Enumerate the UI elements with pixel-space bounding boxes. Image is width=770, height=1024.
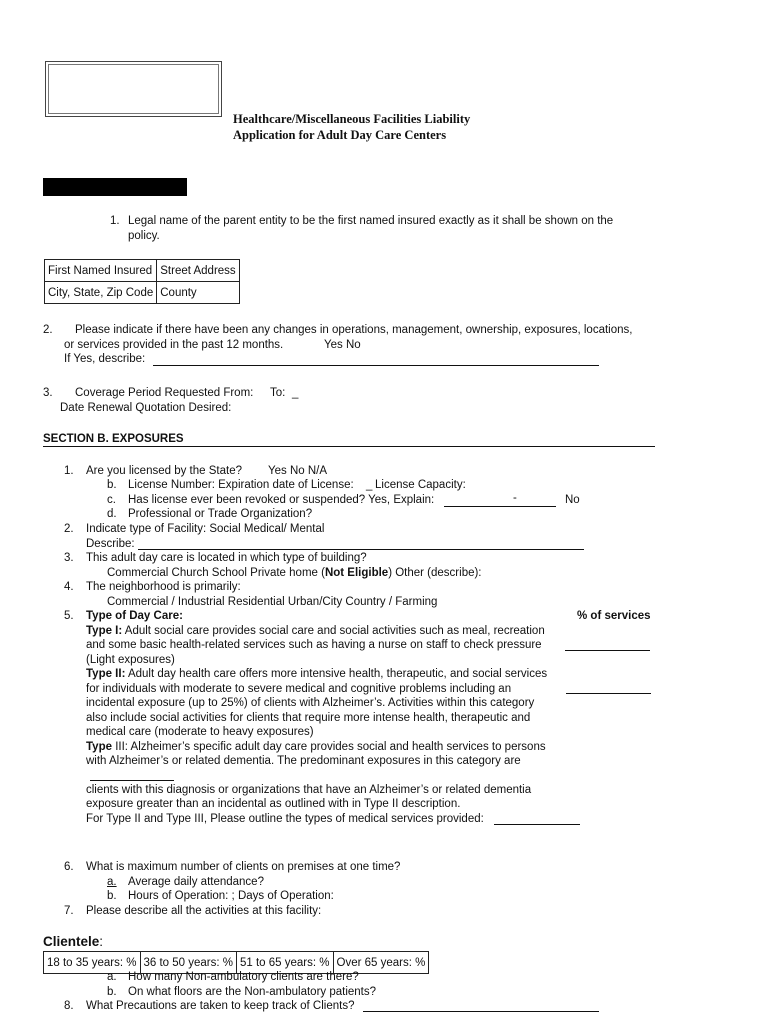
- b-q7b-text: On what floors are the Non-ambulatory patients?: [128, 986, 377, 998]
- type2-line4: also include social activities for clients that require more intense health, therapeutic and: [86, 712, 531, 724]
- age-over-65-field[interactable]: Over 65 years: %: [333, 952, 429, 974]
- county-field[interactable]: County: [157, 282, 239, 304]
- age-51-65-field[interactable]: 51 to 65 years: %: [237, 952, 334, 974]
- q3-to-blank[interactable]: _: [292, 387, 299, 399]
- b-q7-number: 7.: [64, 905, 74, 917]
- b-q7-text: Please describe all the activities at this facility:: [86, 905, 322, 917]
- b-q3-options[interactable]: Commercial Church School Private home (Not Eligible) Other (describe):: [107, 567, 482, 579]
- city-state-zip-field[interactable]: City, State, Zip Code: [45, 282, 157, 304]
- b-q8-answer-line[interactable]: [363, 1011, 599, 1012]
- b-q7a-letter: a.: [107, 971, 117, 983]
- q1-text-line2: policy.: [128, 230, 160, 242]
- b-q6b-text: Hours of Operation: ; Days of Operation:: [128, 890, 334, 902]
- type1-line2: and some basic health-related services such as having a nurse on staff to check pressure: [86, 639, 542, 651]
- b-q8-number: 8.: [64, 1000, 74, 1012]
- q3-renewal-date: Date Renewal Quotation Desired:: [60, 402, 232, 414]
- section-a-header-bar: [43, 178, 187, 196]
- b-q4-options[interactable]: Commercial / Industrial Residential Urban/City Country / Farming: [107, 596, 438, 608]
- type3-line1: Type III: Alzheimer’s specific adult day care provides social and health services to persons: [86, 741, 546, 753]
- type1-pct-line[interactable]: [565, 650, 650, 651]
- q2-describe-line[interactable]: [153, 365, 599, 366]
- b-q1-number: 1.: [64, 465, 74, 477]
- medical-services-line[interactable]: [494, 824, 580, 825]
- first-named-insured-field[interactable]: First Named Insured: [45, 260, 157, 282]
- type3-line2: with Alzheimer’s or related dementia. The predominant exposures in this category are: [86, 755, 521, 767]
- b-q2-text: Indicate type of Facility: Social Medical/ Mental: [86, 523, 325, 535]
- q3-to-label: To:: [270, 387, 286, 399]
- b-q1c-no-option[interactable]: No: [565, 494, 580, 506]
- type3-after-line2: exposure greater than an incidental as outlined with in Type II description.: [86, 798, 461, 810]
- q3-coverage-from: Coverage Period Requested From:: [75, 387, 254, 399]
- section-b-title: SECTION B. EXPOSURES: [43, 433, 184, 445]
- table-row: [45, 282, 240, 304]
- q1-text-line1: Legal name of the parent entity to be the first named insured exactly as it shall be shown on the: [128, 215, 614, 227]
- b-q4-text: The neighborhood is primarily:: [86, 581, 241, 593]
- table-row: [45, 260, 240, 282]
- b-q7b-letter: b.: [107, 986, 117, 998]
- b-q6-text: What is maximum number of clients on premises at one time?: [86, 861, 401, 873]
- b-q6b-letter: b.: [107, 890, 117, 902]
- b-q1b-text: License Number: Expiration date of License:: [128, 479, 354, 491]
- b-q6-number: 6.: [64, 861, 74, 873]
- type1-line3: (Light exposures): [86, 654, 175, 666]
- b-q6a-text: Average daily attendance?: [128, 876, 264, 888]
- b-q3-number: 3.: [64, 552, 74, 564]
- b-q1c-blank-mark: -: [513, 492, 517, 504]
- q2-number: 2.: [43, 324, 53, 336]
- b-q1b-capacity: License Capacity:: [375, 479, 466, 491]
- form-title-line1: Healthcare/Miscellaneous Facilities Liability: [233, 112, 471, 126]
- b-q2-describe-label: Describe:: [86, 538, 135, 550]
- b-q1b-mark: _: [366, 479, 373, 491]
- b-q1-text: Are you licensed by the State?: [86, 465, 242, 477]
- section-b-divider: [43, 446, 655, 447]
- insured-info-table: [44, 259, 240, 304]
- type2-pct-line[interactable]: [566, 693, 651, 694]
- b-q7a-text: How many Non-ambulatory clients are there?: [128, 971, 359, 983]
- b-q5-title: Type of Day Care:: [86, 610, 183, 622]
- b-q4-number: 4.: [64, 581, 74, 593]
- type3-after-line3: For Type II and Type III, Please outline the types of medical services provided:: [86, 813, 484, 825]
- type3-after-line1: clients with this diagnosis or organizations that have an Alzheimer’s or related dementia: [86, 784, 532, 796]
- form-title-line2: Application for Adult Day Care Centers: [233, 128, 447, 142]
- q2-text-line2: or services provided in the past 12 months.: [64, 339, 284, 351]
- clientele-heading: Clientele:: [43, 934, 104, 949]
- b-q1c-text: Has license ever been revoked or suspended? Yes, Explain:: [128, 494, 435, 506]
- b-q1-options[interactable]: Yes No N/A: [268, 465, 328, 477]
- b-q1b-letter: b.: [107, 479, 117, 491]
- age-36-50-field[interactable]: 36 to 50 years: %: [140, 952, 237, 974]
- b-q8-text: What Precautions are taken to keep track of Clients?: [86, 1000, 355, 1012]
- b-q3-text: This adult day care is located in which type of building?: [86, 552, 367, 564]
- type2-line3: incidental exposure (up to 25%) of clients with Alzheimer’s. Activities within this category: [86, 697, 535, 709]
- b-q5-number: 5.: [64, 610, 74, 622]
- b-q1d-text: Professional or Trade Organization?: [128, 508, 313, 520]
- b-q2-describe-line[interactable]: [138, 549, 584, 550]
- q1-number: 1.: [110, 215, 120, 227]
- b-q6a-letter: a.: [107, 876, 117, 888]
- type1-line1: Type I: Adult social care provides social care and social activities such as meal, recreation: [86, 625, 545, 637]
- age-18-35-field[interactable]: 18 to 35 years: %: [44, 952, 141, 974]
- b-q1d-letter: d.: [107, 508, 117, 520]
- q3-number: 3.: [43, 387, 53, 399]
- q2-yes-no-options[interactable]: Yes No: [324, 339, 361, 351]
- b-q1c-explain-line[interactable]: [444, 506, 556, 507]
- type2-line2: for individuals with moderate to severe medical and cognitive problems including an: [86, 683, 512, 695]
- q2-describe-label: If Yes, describe:: [64, 353, 146, 365]
- type2-line5: medical care (moderate to heavy exposures): [86, 726, 314, 738]
- logo-placeholder-box: [45, 61, 222, 117]
- b-q5-pct-header: % of services: [577, 610, 651, 622]
- type3-pct-line[interactable]: [90, 780, 174, 781]
- street-address-field[interactable]: Street Address: [157, 260, 239, 282]
- q2-text-line1: Please indicate if there have been any changes in operations, management, ownership, exposures, locations,: [75, 324, 633, 336]
- type2-line1: Type II: Adult day health care offers more intensive health, therapeutic, and social services: [86, 668, 548, 680]
- b-q1c-letter: c.: [107, 494, 116, 506]
- b-q2-number: 2.: [64, 523, 74, 535]
